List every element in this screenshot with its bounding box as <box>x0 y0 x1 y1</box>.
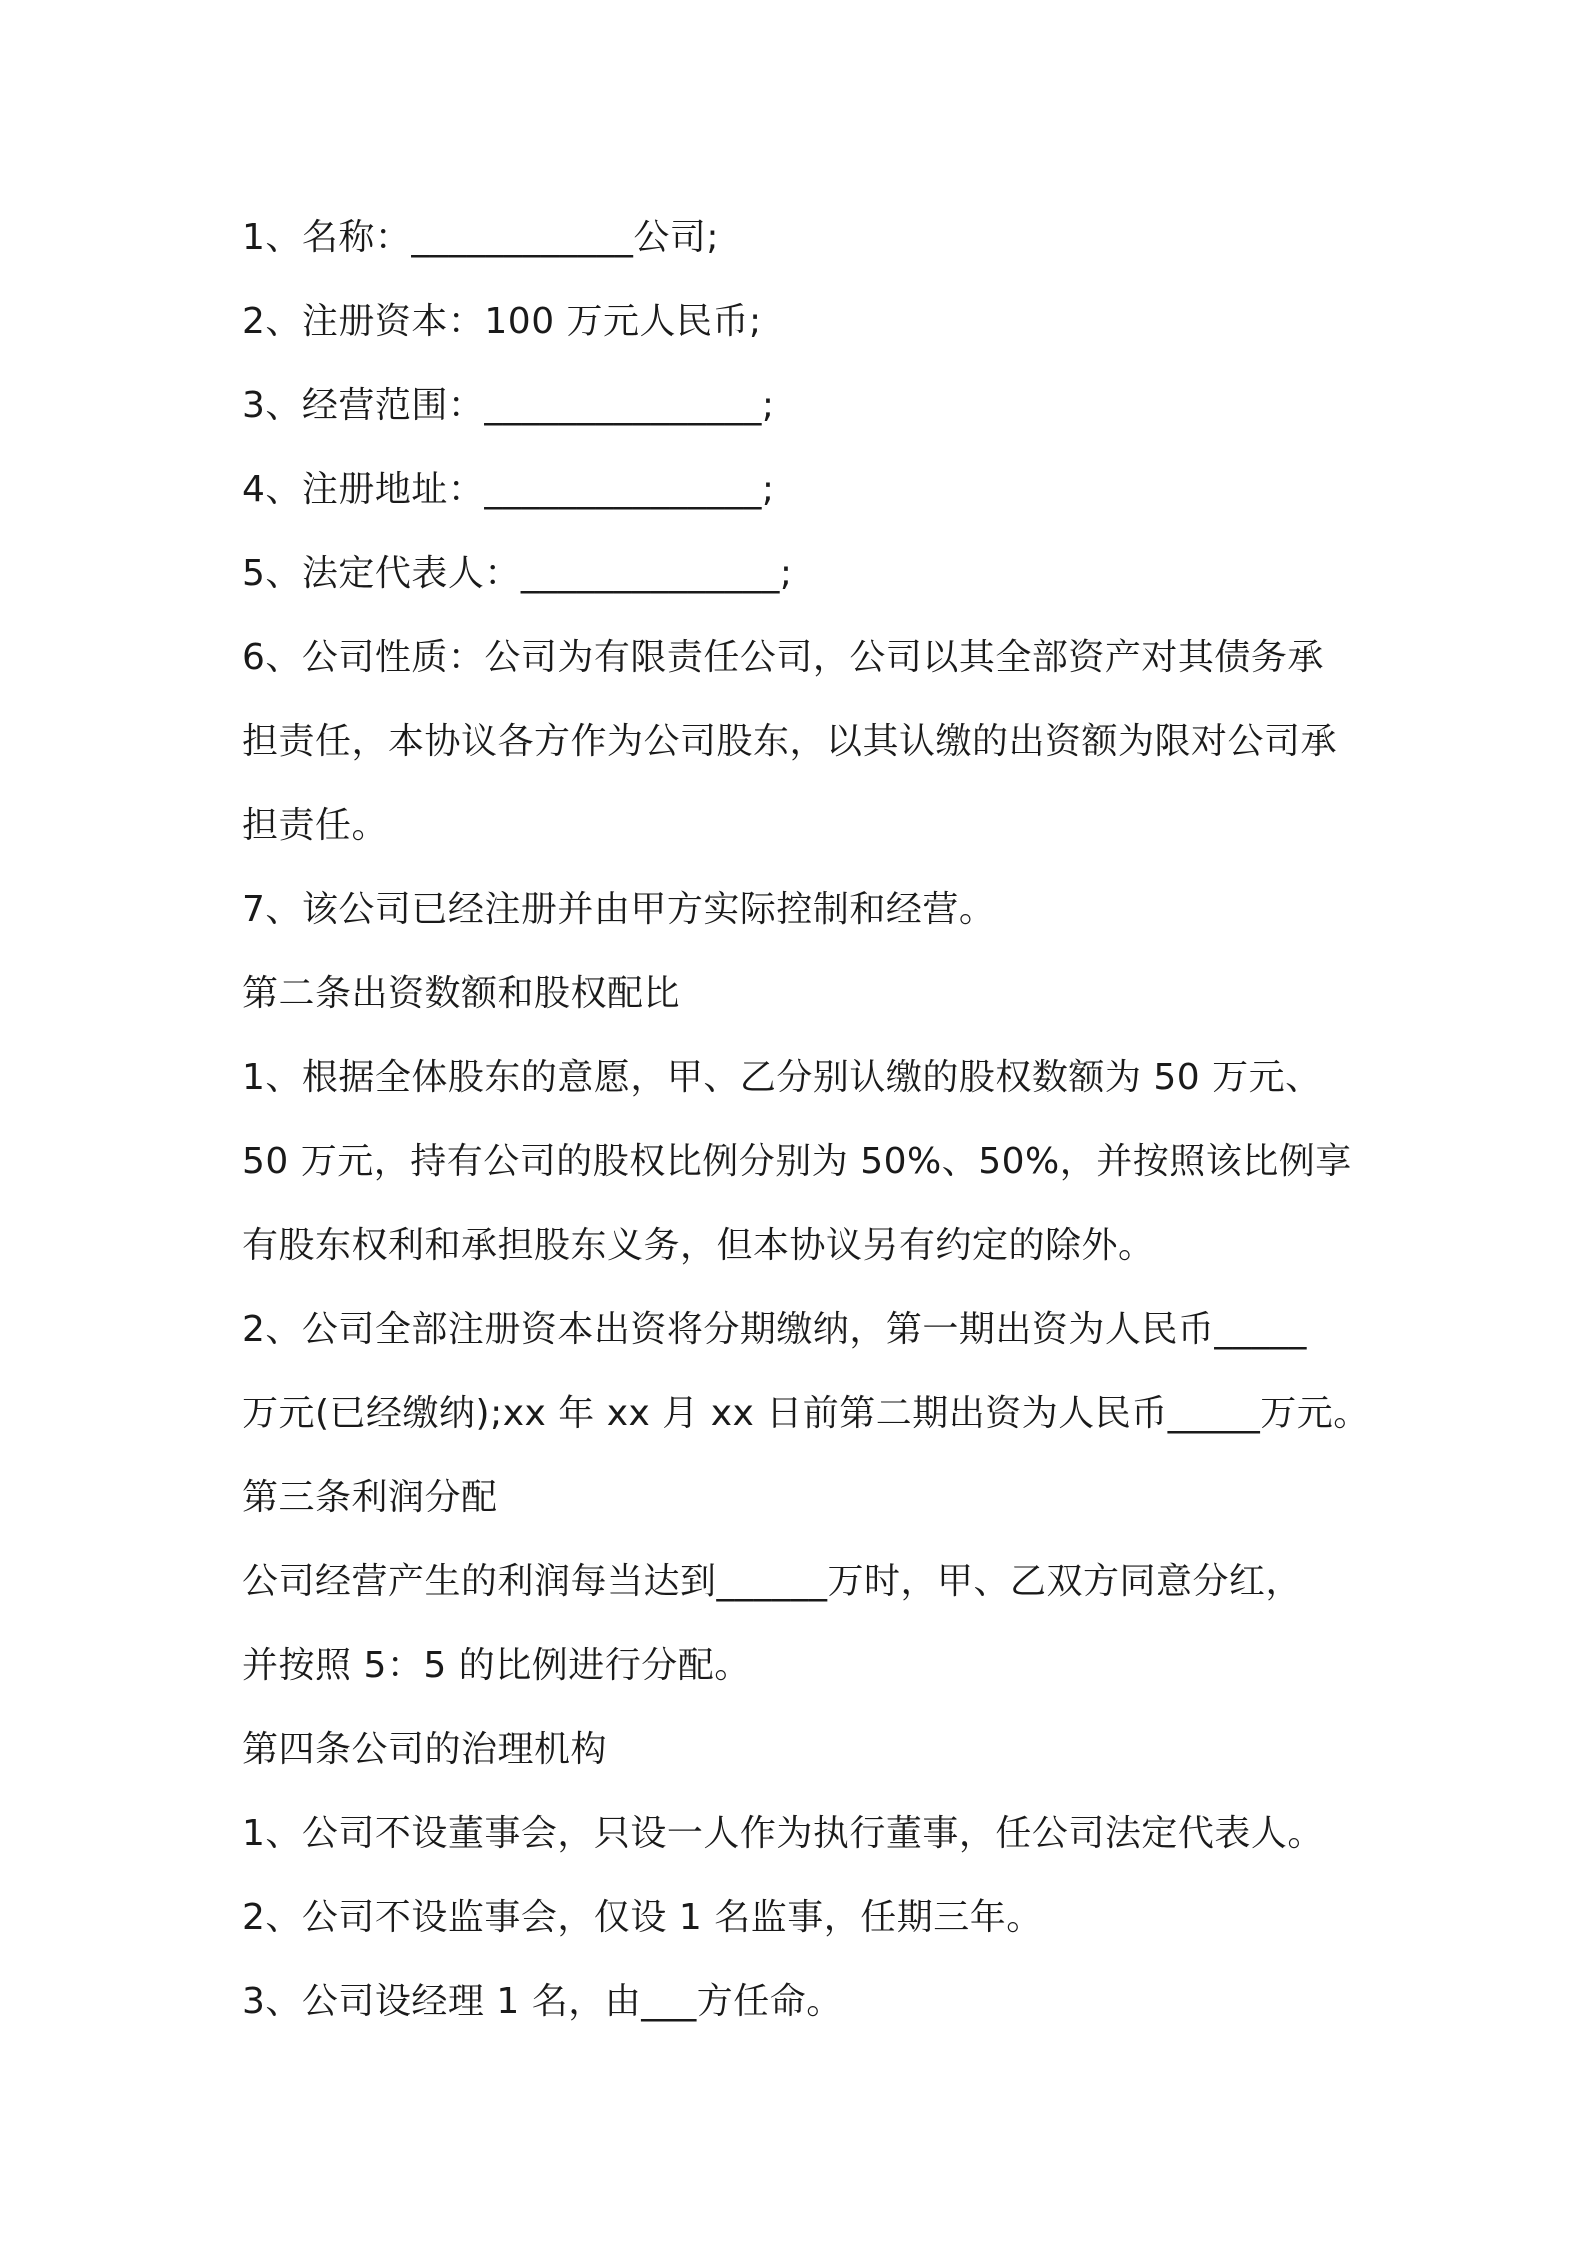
document-body <box>242 196 1370 2044</box>
clause-legal-representative: 5、法定代表人：______________; <box>242 553 793 594</box>
clause-installment-line-1: 2、公司全部注册资本出资将分期缴纳，第一期出资为人民币_____ <box>242 1309 1307 1350</box>
section-heading-governance: 第四条公司的治理机构 <box>242 1729 608 1770</box>
clause-equity-line-3: 有股东权利和承担股东义务，但本协议另有约定的除外。 <box>242 1225 1155 1266</box>
clause-equity-line-1: 1、根据全体股东的意愿，甲、乙分别认缴的股权数额为 50 万元、 <box>242 1057 1322 1098</box>
clause-company-nature-line-2: 担责任，本协议各方作为公司股东，以其认缴的出资额为限对公司承 <box>242 721 1338 762</box>
section-heading-profit-distribution: 第三条利润分配 <box>242 1477 498 1518</box>
clause-equity-line-2: 50 万元，持有公司的股权比例分别为 50%、50%，并按照该比例享 <box>242 1141 1352 1182</box>
clause-registered-capital: 2、注册资本：100 万元人民币; <box>242 301 762 342</box>
clause-company-nature-line-1: 6、公司性质：公司为有限责任公司，公司以其全部资产对其债务承 <box>242 637 1324 678</box>
clause-profit-line-2: 并按照 5：5 的比例进行分配。 <box>242 1645 751 1686</box>
clause-company-name: 1、名称：____________公司; <box>242 217 720 258</box>
section-heading-capital-contribution: 第二条出资数额和股权配比 <box>242 973 681 1014</box>
clause-profit-line-1: 公司经营产生的利润每当达到______万时，甲、乙双方同意分红， <box>242 1561 1303 1602</box>
clause-manager: 3、公司设经理 1 名，由___方任命。 <box>242 1981 843 2022</box>
clause-supervisor: 2、公司不设监事会，仅设 1 名监事，任期三年。 <box>242 1897 1043 1938</box>
clause-company-nature-line-3: 担责任。 <box>242 805 389 846</box>
clause-business-scope: 3、经营范围：_______________; <box>242 385 775 426</box>
clause-installment-line-2: 万元(已经缴纳);xx 年 xx 月 xx 日前第二期出资为人民币_____万元。 <box>242 1393 1370 1434</box>
clause-registered-address: 4、注册地址：_______________; <box>242 469 775 510</box>
clause-control-and-operation: 7、该公司已经注册并由甲方实际控制和经营。 <box>242 889 996 930</box>
clause-executive-director: 1、公司不设董事会，只设一人作为执行董事，任公司法定代表人。 <box>242 1813 1324 1854</box>
